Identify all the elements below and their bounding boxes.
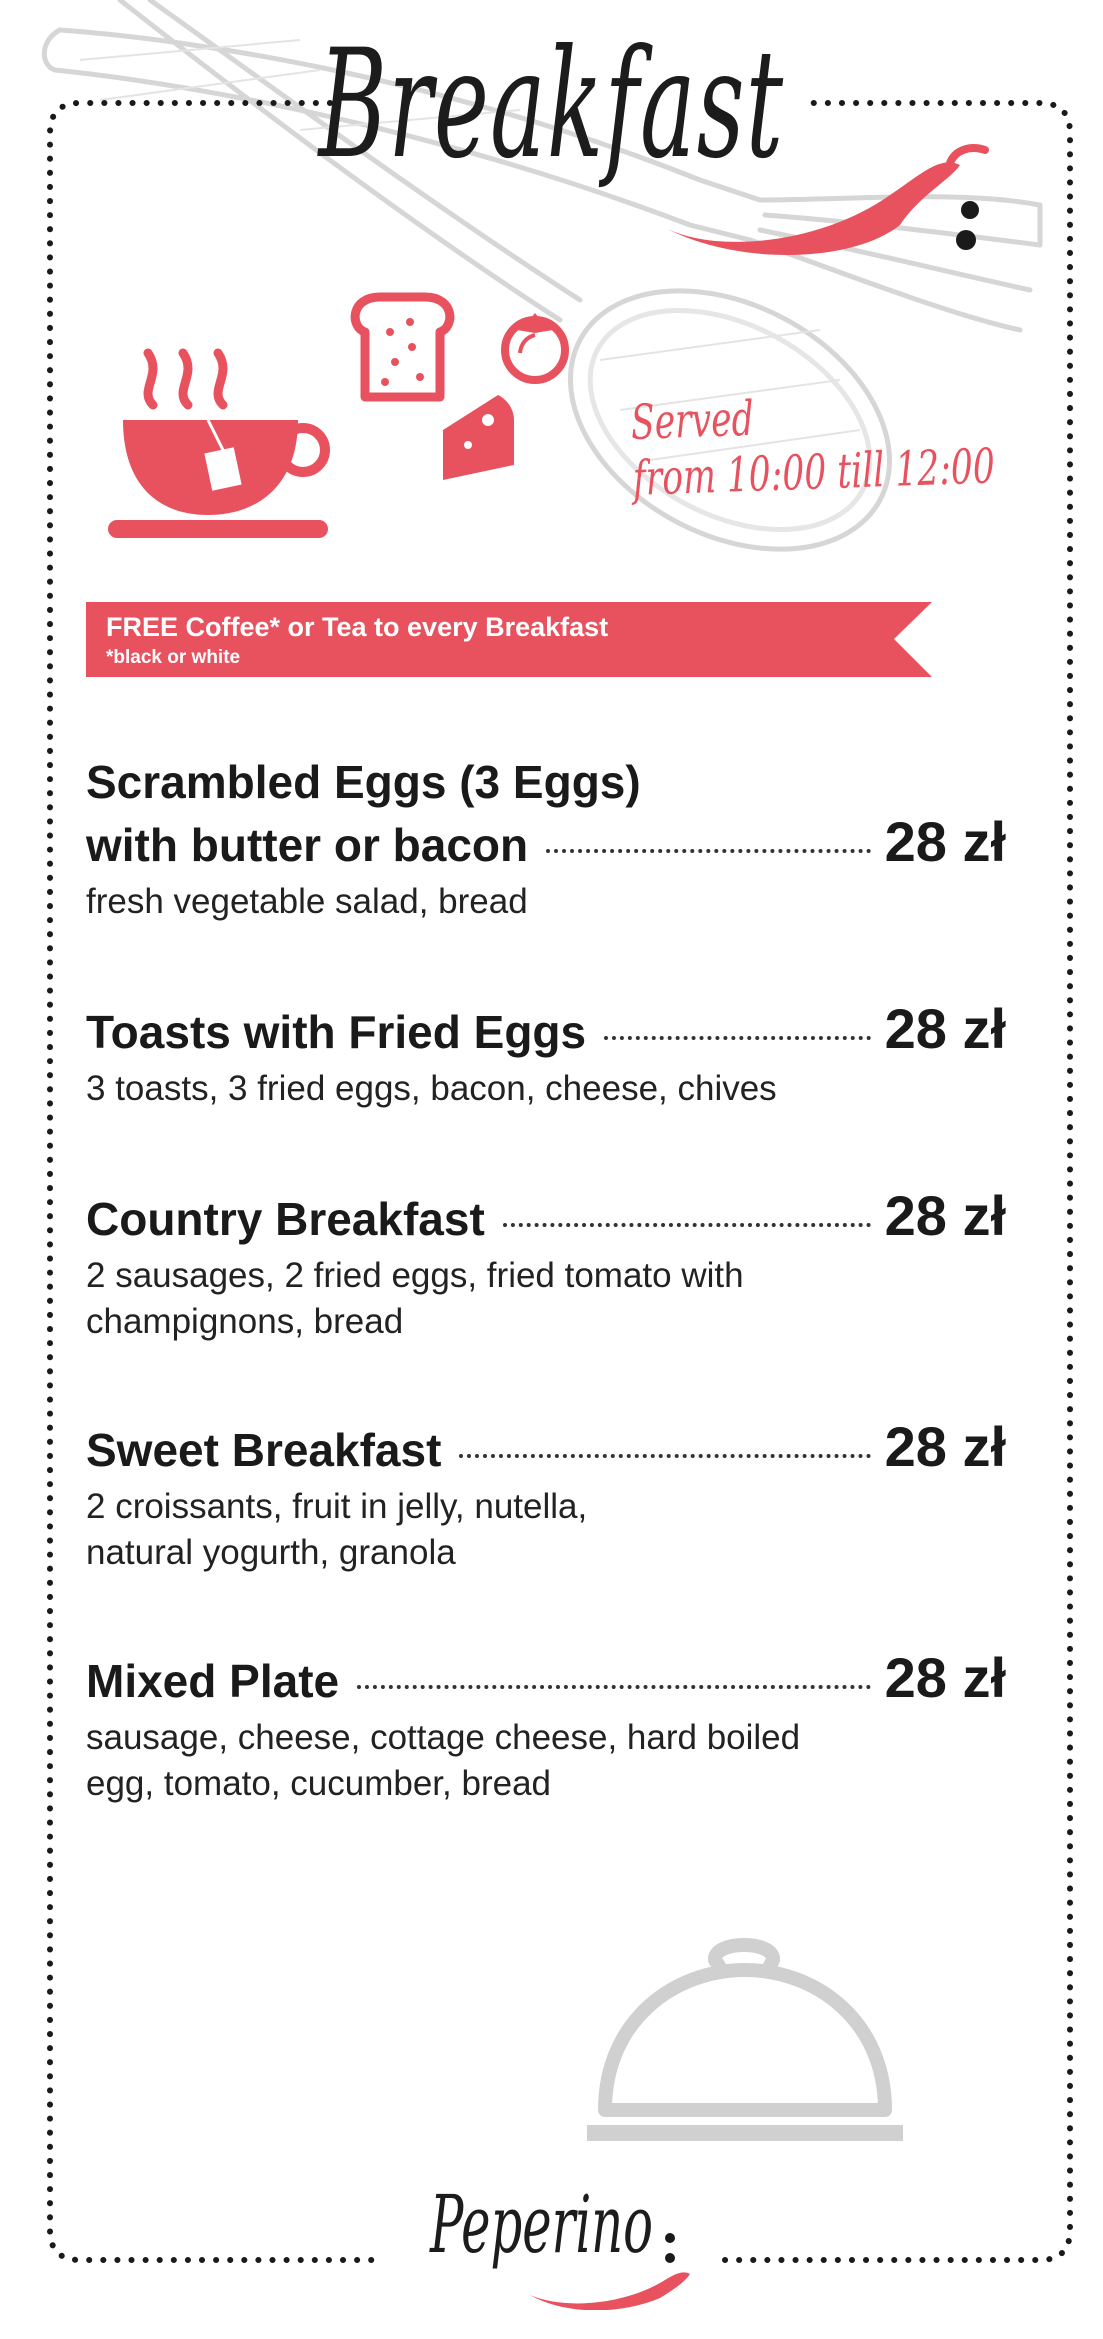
menu-item-description: 2 sausages, 2 fried eggs, fried tomato with	[86, 1256, 744, 1295]
menu-item-name: with butter or bacon	[86, 819, 529, 871]
menu-item-price: 28 zł	[884, 997, 1006, 1060]
tomato-icon	[495, 305, 575, 385]
menu-item-row	[86, 812, 1006, 875]
logo-text: Peperino	[430, 2178, 653, 2271]
menu-item-price: 28 zł	[884, 810, 1006, 873]
menu-item	[86, 1417, 1006, 1576]
banner-title: FREE Coffee* or Tea to every Breakfast	[106, 612, 609, 642]
menu-item-name: Toasts with Fried Eggs	[86, 1006, 587, 1058]
menu-item	[86, 999, 1006, 1112]
menu-item-description: champignons, bread	[86, 1302, 404, 1341]
teacup-icon	[108, 345, 333, 545]
menu-item-price: 28 zł	[884, 1415, 1006, 1478]
menu-item-name: Scrambled Eggs (3 Eggs)	[86, 756, 641, 808]
menu-item-name: Mixed Plate	[86, 1655, 340, 1707]
logo-dots	[660, 2230, 680, 2270]
served-label: Served	[630, 390, 755, 451]
menu-item	[86, 1648, 1006, 1807]
page-title: Breakfast	[318, 18, 785, 192]
menu-item-row	[86, 1648, 1006, 1711]
brand-logo	[410, 2170, 700, 2310]
cheese-icon	[438, 390, 518, 485]
menu-item-description: fresh vegetable salad, bread	[86, 882, 528, 921]
dotted-leader	[546, 849, 870, 853]
dotted-leader	[503, 1223, 871, 1227]
menu-item-price: 28 zł	[884, 1184, 1006, 1247]
menu-item-row	[86, 999, 1006, 1062]
menu-item-name: Sweet Breakfast	[86, 1424, 442, 1476]
dotted-leader	[459, 1454, 870, 1458]
menu-item-description: 3 toasts, 3 fried eggs, bacon, cheese, chives	[86, 1069, 777, 1108]
cloche-icon	[585, 1920, 905, 2150]
menu-item-description: sausage, cheese, cottage cheese, hard boiled	[86, 1718, 801, 1757]
menu-item	[86, 752, 1006, 925]
menu-item	[86, 1186, 1006, 1345]
menu-list	[86, 752, 1006, 1879]
serving-hours	[630, 382, 996, 507]
menu-item-description: egg, tomato, cucumber, bread	[86, 1764, 551, 1803]
menu-item-description: 2 croissants, fruit in jelly, nutella,	[86, 1487, 588, 1526]
menu-item-row	[86, 1417, 1006, 1480]
menu-item-row	[86, 1186, 1006, 1249]
menu-item-name: Country Breakfast	[86, 1193, 485, 1245]
dotted-leader	[357, 1685, 871, 1689]
served-time: from 10:00 till 12:00	[631, 438, 996, 507]
menu-item-description: natural yogurth, granola	[86, 1533, 456, 1572]
dotted-leader	[604, 1036, 871, 1040]
chili-pepper-icon	[650, 135, 990, 255]
banner-note: *black or white	[106, 647, 241, 668]
free-drink-banner	[86, 602, 932, 677]
menu-item-price: 28 zł	[884, 1646, 1006, 1709]
